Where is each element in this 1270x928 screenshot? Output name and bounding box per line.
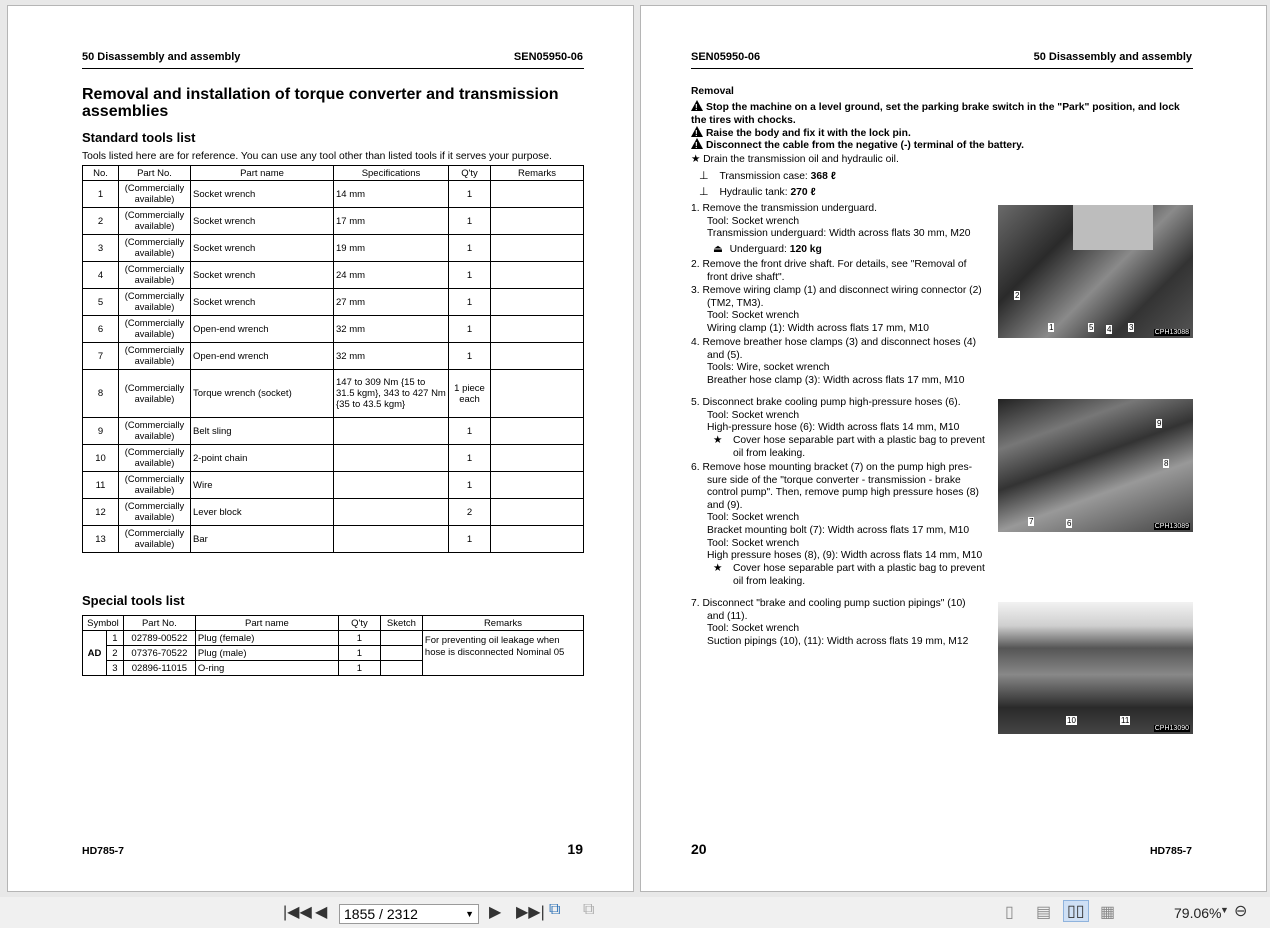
header-rule — [691, 68, 1193, 69]
symbol-cell: AD — [83, 631, 107, 676]
right-page — [640, 5, 1267, 892]
specification: 147 to 309 Nm {15 to 31.5 kgm}, 343 to 427 Nm {35 to 43.5 kgm} — [334, 370, 449, 418]
header-left: 50 Disassembly and assembly — [82, 51, 241, 63]
photo-callout: 1 — [1049, 323, 1054, 332]
remarks — [491, 235, 584, 262]
remarks — [491, 418, 584, 445]
photo-underguard — [998, 205, 1193, 338]
specification — [334, 472, 449, 499]
footer-model: HD785-7 — [82, 845, 125, 857]
table-row — [83, 208, 584, 235]
step-2-line1: 2. Remove the front drive shaft. For details, see "Removal of — [691, 259, 967, 270]
step-1: 1. Remove the transmission underguard. — [691, 203, 878, 214]
capacity-label: Transmission case: — [719, 171, 808, 182]
col-header: Specifications — [334, 166, 449, 181]
warning-1 — [691, 100, 1196, 127]
part-name: Wire — [191, 472, 334, 499]
capacity-value: 368 ℓ — [810, 171, 836, 182]
col-header: Part name — [195, 616, 338, 631]
page-dropdown-icon[interactable]: ▼ — [465, 909, 474, 919]
part-name: Open-end wrench — [191, 316, 334, 343]
weight-value: 120 kg — [789, 244, 822, 255]
part-name: Torque wrench (socket) — [191, 370, 334, 418]
standard-tools-heading: Standard tools list — [82, 130, 196, 145]
table-row — [83, 631, 584, 646]
warning-icon — [691, 126, 703, 137]
specification — [334, 526, 449, 553]
header-right: 50 Disassembly and assembly — [1033, 51, 1192, 63]
quantity: 1 — [449, 418, 491, 445]
col-header: Sketch — [380, 616, 422, 631]
part-number: 02789-00522 — [123, 631, 195, 646]
step-5-tool: Tool: Socket wrench — [707, 410, 800, 421]
photo-callout: 7 — [1029, 517, 1034, 526]
remarks-cell: For preventing oil leakage when hose is disconnected Nominal 05 — [422, 631, 583, 676]
step-6-tool-2: Tool: Socket wrench — [707, 538, 800, 549]
oil-level-icon: ⊥ — [699, 186, 709, 198]
step-6-line4: and (9). — [707, 500, 743, 511]
facing-view-icon[interactable]: ▯▯ — [1063, 900, 1089, 922]
item-number: 1 — [107, 631, 124, 646]
part-name: Belt sling — [191, 418, 334, 445]
part-number: (Commercially available) — [119, 343, 191, 370]
quantity: 1 — [449, 343, 491, 370]
quantity: 1 — [449, 208, 491, 235]
photo-callout: 6 — [1067, 519, 1072, 528]
table-row — [83, 499, 584, 526]
step-1-detail: Transmission underguard: Width across flats 30 mm, M20 — [707, 228, 971, 239]
table-row — [83, 262, 584, 289]
step-4-tool: Tools: Wire, socket wrench — [707, 362, 830, 373]
part-name: Socket wrench — [191, 262, 334, 289]
row-number: 12 — [83, 499, 119, 526]
oil-level-icon: ⊥ — [699, 170, 709, 182]
part-number: (Commercially available) — [119, 526, 191, 553]
table-row — [83, 343, 584, 370]
page-number: 19 — [567, 841, 583, 857]
step-6-line2: sure side of the "torque converter - transmission - brake — [707, 475, 961, 486]
row-number: 11 — [83, 472, 119, 499]
quantity: 1 — [449, 472, 491, 499]
step-6-detail-1: Bracket mounting bolt (7): Width across flats 17 mm, M10 — [707, 525, 970, 536]
quantity: 1 — [449, 262, 491, 289]
part-number: (Commercially available) — [119, 181, 191, 208]
remarks — [491, 472, 584, 499]
step-5-note-line1: Cover hose separable part with a plastic bag to prevent — [733, 435, 985, 446]
step-6-tool-1: Tool: Socket wrench — [707, 512, 800, 523]
remarks — [491, 181, 584, 208]
photo-caption: CPH13089 — [1154, 523, 1189, 530]
remarks — [491, 262, 584, 289]
part-name: Socket wrench — [191, 181, 334, 208]
zoom-out-icon[interactable]: ⊖ — [1234, 903, 1248, 920]
specification: 17 mm — [334, 208, 449, 235]
last-page-button[interactable]: ▶▶| — [516, 904, 545, 921]
part-number: (Commercially available) — [119, 472, 191, 499]
row-number: 2 — [83, 208, 119, 235]
specification — [334, 445, 449, 472]
photo-caption: CPH13088 — [1154, 329, 1189, 336]
zoom-level[interactable]: 79.06% — [1174, 905, 1222, 921]
remarks — [491, 499, 584, 526]
photo-callout: 8 — [1164, 459, 1169, 468]
step-3-detail: Wiring clamp (1): Width across flats 17 mm, M10 — [707, 323, 930, 334]
table-row — [83, 472, 584, 499]
quantity: 1 — [338, 661, 380, 676]
previous-view-icon[interactable]: ⧉ — [549, 901, 561, 918]
bottom-toolbar — [0, 897, 1270, 928]
col-header: No. — [83, 166, 119, 181]
capacity-value: 270 ℓ — [790, 187, 816, 198]
part-name: Open-end wrench — [191, 343, 334, 370]
part-number: (Commercially available) — [119, 235, 191, 262]
photo-caption: CPH13090 — [1154, 725, 1189, 732]
warning-text: Stop the machine on a level ground, set the parking brake switch in the "Park" position, and lock the tires with chocks. — [691, 102, 1180, 126]
part-name: O-ring — [195, 661, 338, 676]
star-icon: ★ — [691, 154, 704, 165]
part-name: Socket wrench — [191, 208, 334, 235]
row-number: 4 — [83, 262, 119, 289]
warning-icon — [691, 138, 703, 149]
col-header: Remarks — [422, 616, 583, 631]
warning-3 — [691, 138, 1024, 153]
weight-label: Underguard: — [729, 244, 787, 255]
photo-callout: 9 — [1157, 419, 1162, 428]
specification — [334, 499, 449, 526]
part-number: (Commercially available) — [119, 262, 191, 289]
step-5: 5. Disconnect brake cooling pump high-pressure hoses (6). — [691, 397, 961, 408]
remarks — [491, 316, 584, 343]
step-1-tool: Tool: Socket wrench — [707, 216, 800, 227]
part-number: 07376-70522 — [123, 646, 195, 661]
item-number: 2 — [107, 646, 124, 661]
col-header: Part No. — [119, 166, 191, 181]
photo-detail — [1073, 205, 1153, 250]
photo-callout: 5 — [1089, 323, 1094, 332]
part-name: 2-point chain — [191, 445, 334, 472]
part-name: Lever block — [191, 499, 334, 526]
col-header: Part name — [191, 166, 334, 181]
drain-note — [691, 154, 899, 167]
step-3-line1: 3. Remove wiring clamp (1) and disconnect wiring connector (2) — [691, 285, 982, 296]
table-row — [83, 316, 584, 343]
row-number: 13 — [83, 526, 119, 553]
col-header: Symbol — [83, 616, 124, 631]
step-6-line3: control pump". Then, remove pump high pressure hoses (8) — [707, 487, 979, 498]
part-name: Plug (male) — [195, 646, 338, 661]
quantity: 1 — [449, 316, 491, 343]
special-tools-heading: Special tools list — [82, 593, 185, 608]
specification — [334, 418, 449, 445]
capacity-label: Hydraulic tank: — [719, 187, 788, 198]
special-tools-table — [82, 615, 584, 676]
col-header: Q'ty — [449, 166, 491, 181]
specification: 14 mm — [334, 181, 449, 208]
step-6-note-line2: oil from leaking. — [733, 576, 806, 587]
part-name: Bar — [191, 526, 334, 553]
specification: 19 mm — [334, 235, 449, 262]
step-3-tool: Tool: Socket wrench — [707, 310, 800, 321]
section-heading: Removal — [691, 86, 734, 97]
part-number: (Commercially available) — [119, 499, 191, 526]
step-5-note-line2: oil from leaking. — [733, 448, 806, 459]
specification: 32 mm — [334, 316, 449, 343]
step-7-detail: Suction pipings (10), (11): Width across flats 19 mm, M12 — [707, 636, 969, 647]
step-6-note — [713, 563, 722, 576]
table-header-row — [83, 166, 584, 181]
continuous-view-icon[interactable]: ▤ — [1036, 904, 1052, 921]
col-header: Remarks — [491, 166, 584, 181]
row-number: 10 — [83, 445, 119, 472]
specification: 32 mm — [334, 343, 449, 370]
part-number: (Commercially available) — [119, 316, 191, 343]
page-title: Removal and installation of torque converter and transmission assemblies — [82, 86, 559, 120]
part-name: Plug (female) — [195, 631, 338, 646]
part-name: Socket wrench — [191, 289, 334, 316]
remarks — [491, 526, 584, 553]
table-row — [83, 370, 584, 418]
quantity: 1 — [338, 631, 380, 646]
star-icon: ★ — [713, 435, 723, 446]
step-3-line2: (TM2, TM3). — [707, 298, 764, 309]
row-number: 7 — [83, 343, 119, 370]
remarks — [491, 370, 584, 418]
star-icon: ★ — [713, 563, 723, 574]
standard-tools-table — [82, 165, 584, 553]
photo-callout: 10 — [1067, 716, 1076, 725]
tools-note: Tools listed here are for reference. You can use any tool other than listed tools if it serves your purpose. — [82, 151, 552, 162]
header-left: SEN05950-06 — [691, 51, 761, 63]
footer-model: HD785-7 — [1149, 845, 1192, 857]
part-number: (Commercially available) — [119, 445, 191, 472]
step-7-line2: and (11). — [707, 611, 748, 622]
part-number: (Commercially available) — [119, 370, 191, 418]
warning-text: Raise the body and fix it with the lock pin. — [706, 128, 911, 139]
step-6-detail-2: High pressure hoses (8), (9): Width across flats 14 mm, M10 — [707, 550, 983, 561]
remarks — [491, 289, 584, 316]
table-row — [83, 289, 584, 316]
photo-suction-pipings — [998, 602, 1193, 734]
remarks — [491, 208, 584, 235]
specification: 27 mm — [334, 289, 449, 316]
step-4-line1: 4. Remove breather hose clamps (3) and disconnect hoses (4) — [691, 337, 977, 348]
step-6-note-line1: Cover hose separable part with a plastic bag to prevent — [733, 563, 985, 574]
sketch-cell — [380, 646, 422, 661]
quantity: 1 — [449, 289, 491, 316]
remarks — [491, 445, 584, 472]
part-name: Socket wrench — [191, 235, 334, 262]
table-row — [83, 445, 584, 472]
page-number-input[interactable] — [339, 904, 479, 924]
step-4-detail: Breather hose clamp (3): Width across flats 17 mm, M10 — [707, 375, 965, 386]
col-header: Q'ty — [338, 616, 380, 631]
quantity: 1 — [449, 445, 491, 472]
sketch-cell — [380, 631, 422, 646]
page-number-value: 1855 / 2312 — [344, 906, 418, 922]
quantity: 2 — [449, 499, 491, 526]
photo-callout: 3 — [1129, 323, 1134, 332]
step-1-weight — [713, 244, 822, 257]
quantity: 1 piece each — [449, 370, 491, 418]
photo-pump-hoses — [998, 399, 1193, 532]
warning-text: Disconnect the cable from the negative (-) terminal of the battery. — [706, 140, 1024, 151]
part-number: (Commercially available) — [119, 418, 191, 445]
col-header: Part No. — [123, 616, 195, 631]
table-row — [83, 418, 584, 445]
continuous-facing-view-icon[interactable]: ▦ — [1100, 904, 1116, 921]
step-2-line2: front drive shaft". — [707, 272, 785, 283]
next-view-icon[interactable]: ⧉ — [583, 901, 595, 918]
row-number: 9 — [83, 418, 119, 445]
table-row — [83, 235, 584, 262]
row-number: 5 — [83, 289, 119, 316]
photo-callout: 2 — [1015, 291, 1020, 300]
drain-note-text: Drain the transmission oil and hydraulic oil. — [703, 154, 899, 165]
sketch-cell — [380, 661, 422, 676]
page-number: 20 — [691, 841, 707, 857]
capacity-transmission — [699, 170, 836, 184]
table-row — [83, 526, 584, 553]
part-number: (Commercially available) — [119, 289, 191, 316]
step-7-line1: 7. Disconnect "brake and cooling pump suction pipings" (10) — [691, 598, 966, 609]
part-number: 02896-11015 — [123, 661, 195, 676]
capacity-hydraulic — [699, 186, 816, 200]
header-rule — [82, 68, 584, 69]
step-5-note — [713, 435, 722, 448]
remarks — [491, 343, 584, 370]
quantity: 1 — [449, 235, 491, 262]
step-7-tool: Tool: Socket wrench — [707, 623, 800, 634]
step-4-line2: and (5). — [707, 350, 743, 361]
left-page — [7, 5, 634, 892]
step-6-line1: 6. Remove hose mounting bracket (7) on the pump high pres- — [691, 462, 973, 473]
header-right: SEN05950-06 — [513, 51, 583, 63]
photo-callout: 4 — [1107, 325, 1112, 334]
step-5-detail: High-pressure hose (6): Width across flats 14 mm, M10 — [707, 422, 960, 433]
warning-icon — [691, 100, 703, 111]
previous-page-button[interactable]: ◀ — [315, 904, 328, 921]
part-number: (Commercially available) — [119, 208, 191, 235]
first-page-button[interactable]: |◀◀ — [283, 904, 312, 921]
quantity: 1 — [449, 181, 491, 208]
next-page-button[interactable]: ▶ — [489, 904, 502, 921]
row-number: 3 — [83, 235, 119, 262]
row-number: 6 — [83, 316, 119, 343]
item-number: 3 — [107, 661, 124, 676]
single-page-view-icon[interactable]: ▯ — [1005, 904, 1014, 921]
row-number: 8 — [83, 370, 119, 418]
table-header-row — [83, 616, 584, 631]
zoom-dropdown-icon[interactable]: ▼ — [1220, 905, 1229, 915]
row-number: 1 — [83, 181, 119, 208]
weight-icon: ⏏ — [713, 244, 723, 255]
quantity: 1 — [338, 646, 380, 661]
table-row — [83, 181, 584, 208]
quantity: 1 — [449, 526, 491, 553]
photo-callout: 11 — [1121, 716, 1130, 725]
specification: 24 mm — [334, 262, 449, 289]
